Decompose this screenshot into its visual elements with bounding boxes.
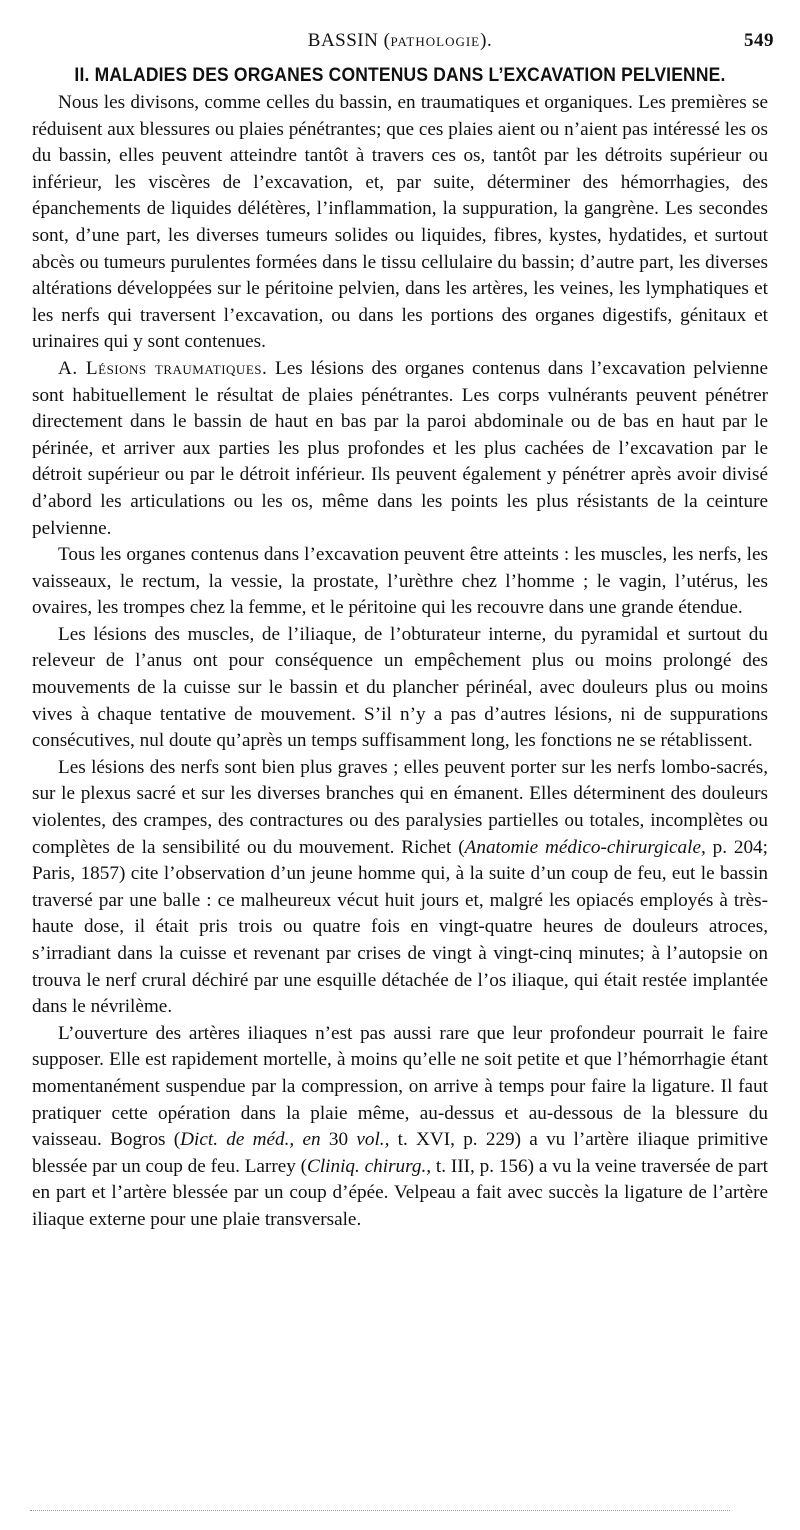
paragraph-text: p. 204; Paris, 1857) cite l’observation d’un jeune homme qui, à la suite d’un coup de feu, eut le bassin traversé par une balle : ce malheureux vécut huit jours et, malgré les opiacés employés à très-haute dose, il était pris trois ou quatre fois en vingt-quatre heures de douleurs atroces, s’irradiant dans la cuisse et revenant par crises de vingt à vingt-cinq minutes; à l’autopsie on trouva le nerf crural déchiré par une esquille détachée de l’os iliaque, qui était restée implantée dans le névrilème. xyxy=(32,836,768,1018)
subsection-heading: A. Lésions traumatiques. xyxy=(58,357,268,379)
paragraph-intro: Nous les divisons, comme celles du bassin, en traumatiques et organiques. Les premières se réduisent aux blessures ou plaies pénétrantes; que ces plaies aient ou n’aient pas intéressé les os du bassin, elles peuvent atteindre tantôt à travers ces os, tantôt par les détroits supérieur ou inférieur, les viscères de l’excavation, et, par suite, déterminer des hémorrhagies, des épanchements de liquides délétères, l’inflammation, la suppuration, la gangrène. Les secondes sont, d’une part, les diverses tumeurs solides ou liquides, fibres, kystes, hydatides, et surtout abcès ou tumeurs purulentes formées dans le tissu cellulaire du bassin; d’autre part, les diverses altérations développées sur le péritoine pelvien, dans les artères, les veines, les lymphatiques et les nerfs qui traversent l’excavation, ou dans les portions des organes digestifs, génitaux et urinaires qui y sont contenues. xyxy=(32,92,768,353)
paragraph-text: Les lésions des nerfs sont bien plus graves ; elles peuvent porter sur les nerfs lombo-sacrés, sur le plexus sacré et sur les diverses branches qui en émanent. Elles déterminent des douleurs violentes, des crampes, des contractures ou des paralysies partielles ou totales, incomplètes ou complètes de la sensibilité ou du mouvement. Richet ( xyxy=(32,756,768,858)
paragraph-text: Les lésions des organes contenus dans l’excavation pelvienne sont habituellement le résultat de plaies pénétrantes. Les corps vulnérants peuvent pénétrer directement dans le bassin de haut en bas par la paroi abdominale ou de bas en haut par le périnée, et arriver aux parties les plus profondes et les plus cachées de l’excavation par le détroit supérieur ou par le détroit inférieur. Ils peuvent également y pénétrer après avoir divisé d’abord les articulations ou les os, même dans les points les plus résistants de la ceinture pelvienne. xyxy=(32,357,768,539)
paragraph-arteres xyxy=(32,1021,768,1234)
page-number: 549 xyxy=(744,30,774,51)
citation-title: Cliniq. chirurg., xyxy=(307,1155,432,1177)
paragraph-nerfs xyxy=(32,755,768,1021)
paragraph-text: 30 xyxy=(320,1129,357,1151)
paragraph-text: L’ouverture des artères iliaques n’est pas aussi rare que leur profondeur pourrait le faire supposer. Elle est rapidement mortelle, à moins qu’elle ne soit petite et que l’hémorrhagie étant momentanément suspendue par la compression, on arrive à temps pour faire la ligature. Il faut pratiquer cette opération dans la plaie même, au-dessus et au-dessous de la blessure du vaisseau. Bogros ( xyxy=(32,1022,768,1151)
paragraph-muscles: Les lésions des muscles, de l’iliaque, de l’obturateur interne, du pyramidal et surtout du releveur de l’anus ont pour conséquence un empêchement plus ou moins prolongé des mouvements de la cuisse sur le bassin et du plancher périnéal, avec douleurs plus ou moins vives à chaque tentative de mouvement. S’il n’y a pas d’autres lésions, ni de suppurations consécutives, nul doute qu’après un temps suffisamment long, les fonctions ne se rétablissent. xyxy=(32,623,768,752)
running-title-end: ). xyxy=(480,30,493,51)
paragraph-organes: Tous les organes contenus dans l’excavation peuvent être atteints : les muscles, les nerfs, les vaisseaux, le rectum, la vessie, la prostate, l’urèthre chez l’homme ; le vagin, l’utérus, les ovaires, les trompes chez la femme, et le péritoine qui les recouvre dans une grande étendue. xyxy=(32,544,768,619)
running-title xyxy=(32,30,768,52)
running-header xyxy=(32,0,774,60)
section-title: II. MALADIES DES ORGANES CONTENUS DANS L’EXCAVATION PELVIENNE. xyxy=(74,65,726,86)
citation-title: vol., xyxy=(356,1129,390,1151)
citation-title: Dict. de méd., en xyxy=(180,1129,321,1151)
citation-title: Anatomie médico-chirurgicale, xyxy=(464,836,706,858)
paragraph-text: t. III, p. 156) a vu la veine traversée de part en part et l’artère blessée par un coup d’épée. Velpeau a fait avec succès la ligature de l’artère iliaque externe pour une plaie transversale. xyxy=(32,1155,768,1230)
paragraph-lesions-traumatiques xyxy=(32,356,768,542)
paragraph-text: t. XVI, p. 229) a vu l’artère iliaque primitive blessée par un coup de feu. Larrey ( xyxy=(32,1129,769,1177)
footer-rule xyxy=(30,1510,730,1511)
running-title-main: BASSIN ( xyxy=(307,30,391,51)
document-page xyxy=(32,0,774,1234)
running-title-subject: PATHOLOGIE xyxy=(390,34,481,49)
